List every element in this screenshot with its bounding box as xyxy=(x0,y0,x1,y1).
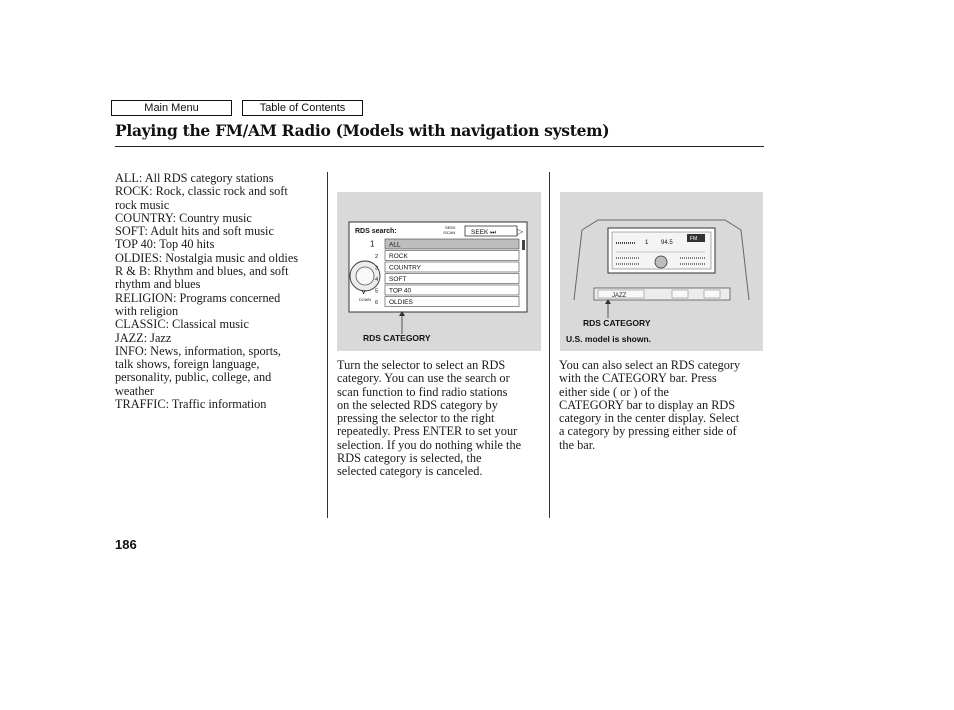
text-line: category. You can use the search or xyxy=(337,371,510,386)
text-line: with the CATEGORY bar. Press xyxy=(559,371,717,386)
text-line: either side ( or ) of the xyxy=(559,384,669,399)
text-line: selection. If you do nothing while the xyxy=(337,437,522,452)
text-line: repeatedly. Press ENTER to set your xyxy=(337,424,518,439)
text-line: rock music xyxy=(115,197,170,212)
text-line: COUNTRY: Country music xyxy=(115,210,252,225)
category-number: 1 xyxy=(370,239,375,249)
figure2-caption: RDS CATEGORY xyxy=(583,318,651,328)
text-line: TOP 40: Top 40 hits xyxy=(115,237,215,252)
category-option-label: COUNTRY xyxy=(389,264,422,272)
rds-search-screen-illustration xyxy=(337,192,541,351)
category-option-label: SOFT xyxy=(389,276,407,283)
category-number: 2 xyxy=(375,254,379,260)
text-line: You can also select an RDS category xyxy=(559,358,741,372)
category-number: 3 xyxy=(375,265,379,272)
next-arrow-icon: ▷ xyxy=(517,227,524,236)
page-number: 186 xyxy=(115,537,137,552)
page-title: Playing the FM/AM Radio (Models with navigation system) xyxy=(115,121,610,140)
category-option-label: OLDIES xyxy=(389,299,413,306)
text-line: SOFT: Adult hits and soft music xyxy=(115,224,274,239)
category-number: 5 xyxy=(375,288,379,295)
category-option-label: ALL xyxy=(389,241,401,249)
text-line: with religion xyxy=(115,303,179,318)
text-line: selected category is canceled. xyxy=(337,464,483,479)
text-line: CLASSIC: Classical music xyxy=(115,317,249,332)
text-line: ALL: All RDS category stations xyxy=(115,171,274,185)
text-line: RDS category is selected, the xyxy=(337,451,482,466)
category-bar-instructions xyxy=(559,359,764,452)
column-divider-left xyxy=(327,172,328,518)
seek-button-label: SEEK ⏭ xyxy=(471,229,496,236)
rds-search-figure xyxy=(337,192,541,351)
text-line: on the selected RDS category by xyxy=(337,397,498,412)
figure2-note: U.S. model is shown. xyxy=(566,334,652,344)
text-line: scan function to find radio stations xyxy=(337,384,508,399)
text-line: rhythm and blues xyxy=(115,277,201,292)
selector-knob-center-icon xyxy=(356,267,374,285)
center-display-figure xyxy=(560,192,763,351)
text-line: a category by pressing either side of xyxy=(559,424,737,439)
down-label: DOWN xyxy=(359,298,372,302)
display-knob-icon xyxy=(655,256,667,268)
screen-header: RDS search: xyxy=(355,228,397,235)
selector-instructions xyxy=(337,359,545,479)
text-line: JAZZ: Jazz xyxy=(115,330,172,345)
text-line: INFO: News, information, sports, xyxy=(115,343,281,358)
category-option-label: ROCK xyxy=(389,253,408,260)
main-menu-button[interactable]: Main Menu xyxy=(111,100,232,116)
text-line: the bar. xyxy=(559,437,596,452)
text-line: OLDIES: Nostalgia music and oldies xyxy=(115,250,299,265)
frequency-readout: 94.5 xyxy=(661,240,673,246)
text-line: weather xyxy=(115,383,154,398)
figure1-caption: RDS CATEGORY xyxy=(363,333,431,343)
category-number: 4 xyxy=(375,277,379,283)
text-line: TRAFFIC: Traffic information xyxy=(115,397,267,412)
text-line: R & B: Rhythm and blues, and soft xyxy=(115,264,289,279)
down-arrow-icon: ∨ xyxy=(361,289,367,296)
category-number: 6 xyxy=(375,300,379,306)
category-list xyxy=(115,172,323,411)
title-rule xyxy=(115,146,764,147)
category-bar-label: JAZZ xyxy=(612,293,627,299)
seek-scan-label: SEEK xyxy=(445,225,456,230)
column-divider-right xyxy=(549,172,550,518)
text-line: personality, public, college, and xyxy=(115,370,272,385)
text-line: pressing the selector to the right xyxy=(337,411,495,426)
text-line: ROCK: Rock, classic rock and soft xyxy=(115,184,288,199)
category-option[interactable] xyxy=(385,239,519,249)
text-line: Turn the selector to select an RDS xyxy=(337,358,506,372)
band-badge: FM xyxy=(690,236,698,242)
text-line: CATEGORY bar to display an RDS xyxy=(559,397,736,412)
text-line: RELIGION: Programs concerned xyxy=(115,290,281,305)
table-of-contents-button[interactable]: Table of Contents xyxy=(242,100,363,116)
preset-number: 1 xyxy=(645,240,649,246)
text-line: talk shows, foreign language, xyxy=(115,357,260,372)
text-line: category in the center display. Select xyxy=(559,411,740,426)
scrollbar[interactable] xyxy=(522,240,525,250)
seek-scan-label-2: /SCAN xyxy=(443,230,456,235)
category-option-label: TOP 40 xyxy=(389,287,412,295)
